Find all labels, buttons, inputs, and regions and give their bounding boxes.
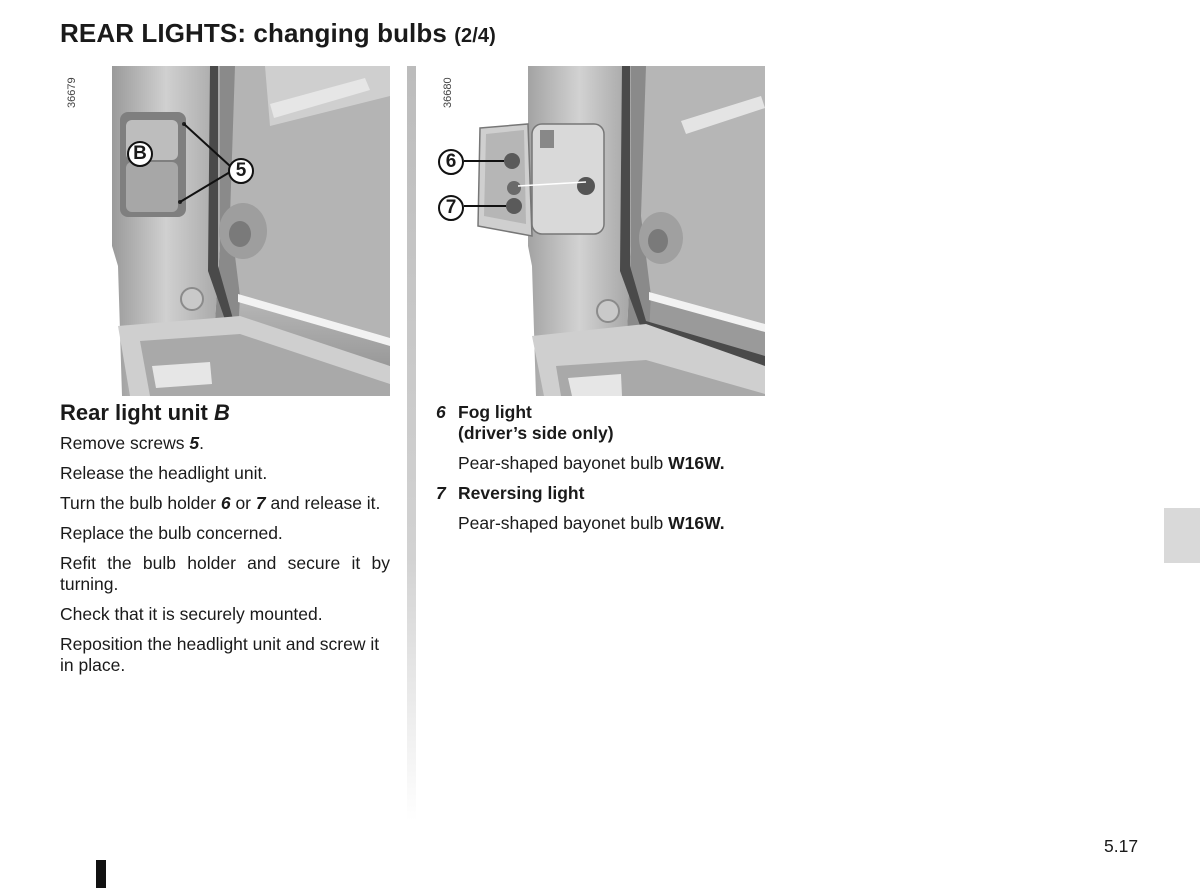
- step-end: and release it.: [265, 493, 381, 513]
- step-remove-screws: [60, 433, 390, 454]
- item-number: 6: [436, 402, 446, 422]
- right-column: [436, 402, 766, 543]
- step-ref-6: 6: [220, 493, 231, 513]
- callout-b: B: [127, 141, 153, 167]
- figure-code: 36679: [66, 77, 78, 108]
- item-bulb-code: W16W.: [668, 453, 725, 473]
- step-text: Turn the bulb holder: [60, 493, 221, 513]
- figure-bulb-holders: [436, 66, 765, 396]
- step-release-unit: Release the headlight unit.: [60, 463, 268, 483]
- page-title: [60, 18, 496, 49]
- step-refit-holder: Refit the bulb holder and secure it by turning.: [60, 553, 390, 594]
- left-column: [60, 400, 390, 685]
- section-heading: [60, 400, 390, 426]
- item-bulb-type: [458, 513, 766, 534]
- list-item-reversing-light: [436, 483, 766, 534]
- item-bulb-type: [458, 453, 766, 474]
- page-title-suffix: (2/4): [454, 25, 496, 47]
- step-reposition-unit: Reposition the headlight unit and screw it in place.: [60, 634, 380, 675]
- step-turn-holder: [60, 493, 390, 514]
- corner-mark: [96, 860, 106, 888]
- item-title-line1: Fog light: [458, 402, 532, 422]
- rear-van-illustration: [60, 66, 390, 396]
- item-heading: [436, 402, 766, 444]
- item-body-text: Pear-shaped bayonet bulb: [458, 513, 669, 533]
- step-end: .: [199, 433, 204, 453]
- chapter-tab: [1164, 508, 1200, 563]
- callout-5: 5: [228, 158, 254, 184]
- item-title: [458, 402, 614, 444]
- section-heading-text: Rear light unit: [60, 400, 214, 425]
- step-ref: 5: [189, 433, 200, 453]
- step-ref-7: 7: [255, 493, 266, 513]
- bulb-holder-illustration: [436, 66, 765, 396]
- item-body-text: Pear-shaped bayonet bulb: [458, 453, 669, 473]
- item-title-line2: (driver’s side only): [458, 423, 614, 443]
- section-heading-ref: B: [214, 400, 230, 425]
- column-divider: [407, 66, 416, 821]
- step-text: Remove screws: [60, 433, 190, 453]
- step-mid: or: [230, 493, 256, 513]
- callout-7: 7: [438, 195, 464, 221]
- step-check-mounted: Check that it is securely mounted.: [60, 604, 323, 624]
- figure-rear-light-unit: [60, 66, 390, 396]
- page-title-main: REAR LIGHTS: changing bulbs: [60, 18, 447, 48]
- figure-code: 36680: [442, 77, 454, 108]
- step-replace-bulb: Replace the bulb concerned.: [60, 523, 283, 543]
- item-number: 7: [436, 483, 446, 503]
- list-item-fog-light: [436, 402, 766, 474]
- item-title: Reversing light: [458, 483, 585, 503]
- page-number: 5.17: [1104, 836, 1139, 856]
- item-heading: [436, 483, 766, 504]
- callout-6: 6: [438, 149, 464, 175]
- item-bulb-code: W16W.: [668, 513, 725, 533]
